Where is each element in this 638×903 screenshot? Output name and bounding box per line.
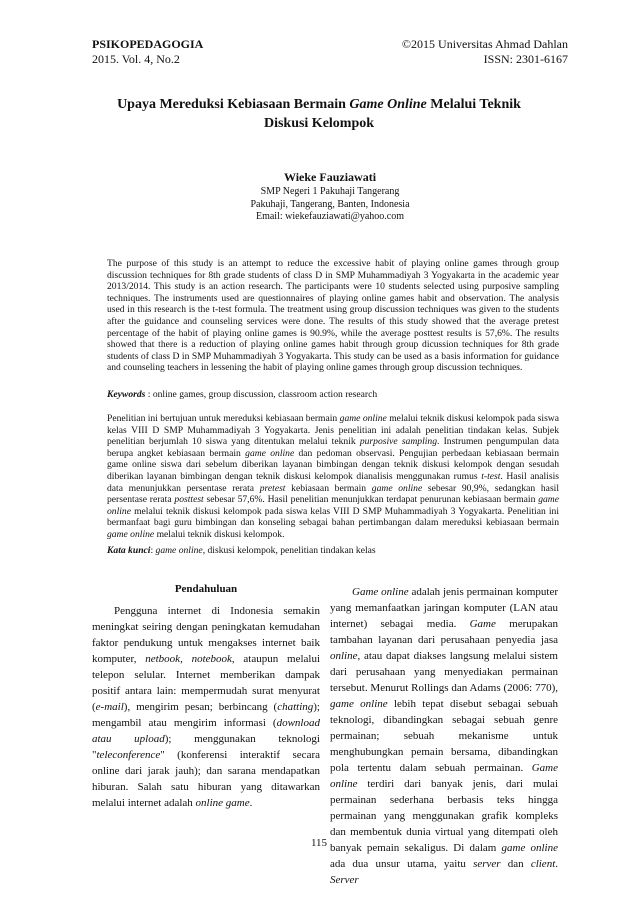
section-heading-pendahuluan: Pendahuluan — [174, 583, 238, 595]
keywords-indonesian: Kata kunci: game online, diskusi kelompok, penelitian tindakan kelas — [107, 545, 376, 556]
author-affiliation: SMP Negeri 1 Pakuhaji Tangerang Pakuhaji, Tangerang, Banten, Indonesia Email: wiekefauziawati@yahoo.com — [92, 186, 568, 224]
keywords-english: Keywords : online games, group discussion, classroom action research — [107, 389, 378, 400]
paper-title: Upaya Mereduksi Kebiasaan Bermain Game Online Melalui Teknik Diskusi Kelompok — [117, 97, 521, 131]
journal-volume: 2015. Vol. 4, No.2 — [92, 52, 180, 66]
copyright: ©2015 Universitas Ahmad Dahlan — [401, 37, 568, 51]
paragraph: Pengguna internet di Indonesia semakin meningkat seiring dengan peningkatan kemudahan faktor pendukung untuk mengakses internet baik komputer, netbook, notebook, ataupun melalui telepon selular. Internet memberikan dampak positif antara lain: mempermudah surat menyurat (e-mail), mengirim pesan; berbincang (chatting); mengambil atau mengirim informasi (download atau upload); menggunakan teknologi "teleconference" (konferensi interaktif secara online dari jarak jauh); dan sarana mendapatkan hiburan. Salah satu hiburan yang ditawarkan melalui internet adalah online game. — [92, 605, 320, 809]
author-name: Wieke Fauziawati — [283, 170, 377, 184]
page-number: 115 — [310, 837, 328, 849]
author-email: Email: wiekefauziawati@yahoo.com — [255, 211, 405, 222]
abstract-indonesian: Penelitian ini bertujuan untuk mereduksi kebiasaan bermain game online melalui teknik diskusi kelompok pada siswa kelas VIII D SMP Muhammadiyah 3 Yogyakarta. Jenis penelitian ini adalah penelitian tindakan kelas. Subjek penelitian berjumlah 10 siswa yang ditentukan melalui teknik purposive sampling. Instrumen pengumpulan data berupa angket kebiasaan bermain game online dan pedoman observasi. Pengujian perbedaan kebiasaan bermain game online siswa dari sebelum diberikan layanan bimbingan dengan teknik diskusi kelompok dengan sesudah diberikan layanan bimbingan dengan teknik diskusi kelompok dianalisis menggunakan rumus t-test. Hasil analisis data menunjukkan persentase rerata pretest kebiasaan bermain game online sebesar 90,9%, sedangkan hasil persentase rerata posttest sebesar 57,6%. Hasil penelitian menunjukkan terdapat penurunan kebiasaan bermain game online melalui teknik diskusi kelompok pada siswa kelas VIII D SMP Muhammadiyah 3 Yogyakarta. Penelitian ini bermanfaat bagi guru bimbingan dan konseling sebagai bahan pertimbangan dalam mereduksi kebiasaan bermain game online melalui teknik diskusi kelompok. — [107, 413, 560, 540]
body-column-left — [92, 603, 320, 811]
running-header-left — [92, 37, 203, 67]
journal-name: PSIKOPEDAGOGIA — [92, 37, 204, 51]
abstract-english: The purpose of this study is an attempt to reduce the excessive habit of playing online games through group discussion techniques for 8th grade students of class D in SMP Muhammadiyah 3 Yogyakarta in the academic year 2013/2014. This study is an action research. The participants were 10 students selected using purposive sampling techniques. The instruments used are questionnaires of playing online games habit and observation. The analysis used in this research is the t-test formula. The treatment using group discussion techniques was given to the students after the guidance and counseling services were done. The results of this study showed that the average pretest percentage of the habit of playing online games is 90.9%, while the average posttest results is 57,6%. The results showed that there is a reduction of playing online games habit through group dicussion techniques for 8th grade students of class D in SMP Muhammadiyah 3 Yogyakarta. This study can be used as a basis information for guidance and counseling teachers in lessening the habit of playing online games through group discussion techniques. — [107, 258, 559, 374]
issn: ISSN: 2301-6167 — [483, 52, 568, 66]
paragraph: Game online adalah jenis permainan komputer yang memanfaatkan jaringan komputer (LAN atau internet) sebagai media. Game merupakan tambahan layanan dari perusahaan penyedia jasa online, atau dapat diakses langsung melalui sistem dari perusahaan yang menyediakan permainan tersebut. Menurut Rollings dan Adams (2006: 770), game online lebih tepat disebut sebagai sebuah teknologi, dibandingkan sebagai sebuah genre permainan; sebuah mekanisme untuk menghubungkan pemain bersama, dibandingkan pola tertentu dalam sebuah permainan. Game online terdiri dari banyak jenis, dari mulai permainan sederhana berbasis teks hingga permainan yang menggunakan grafik kompleks dan membentuk dunia virtual yang ditempati oleh banyak pemain sekaligus. Di dalam game online ada dua unsur utama, yaitu server dan client. Server — [330, 586, 559, 886]
running-header-right — [402, 37, 568, 67]
